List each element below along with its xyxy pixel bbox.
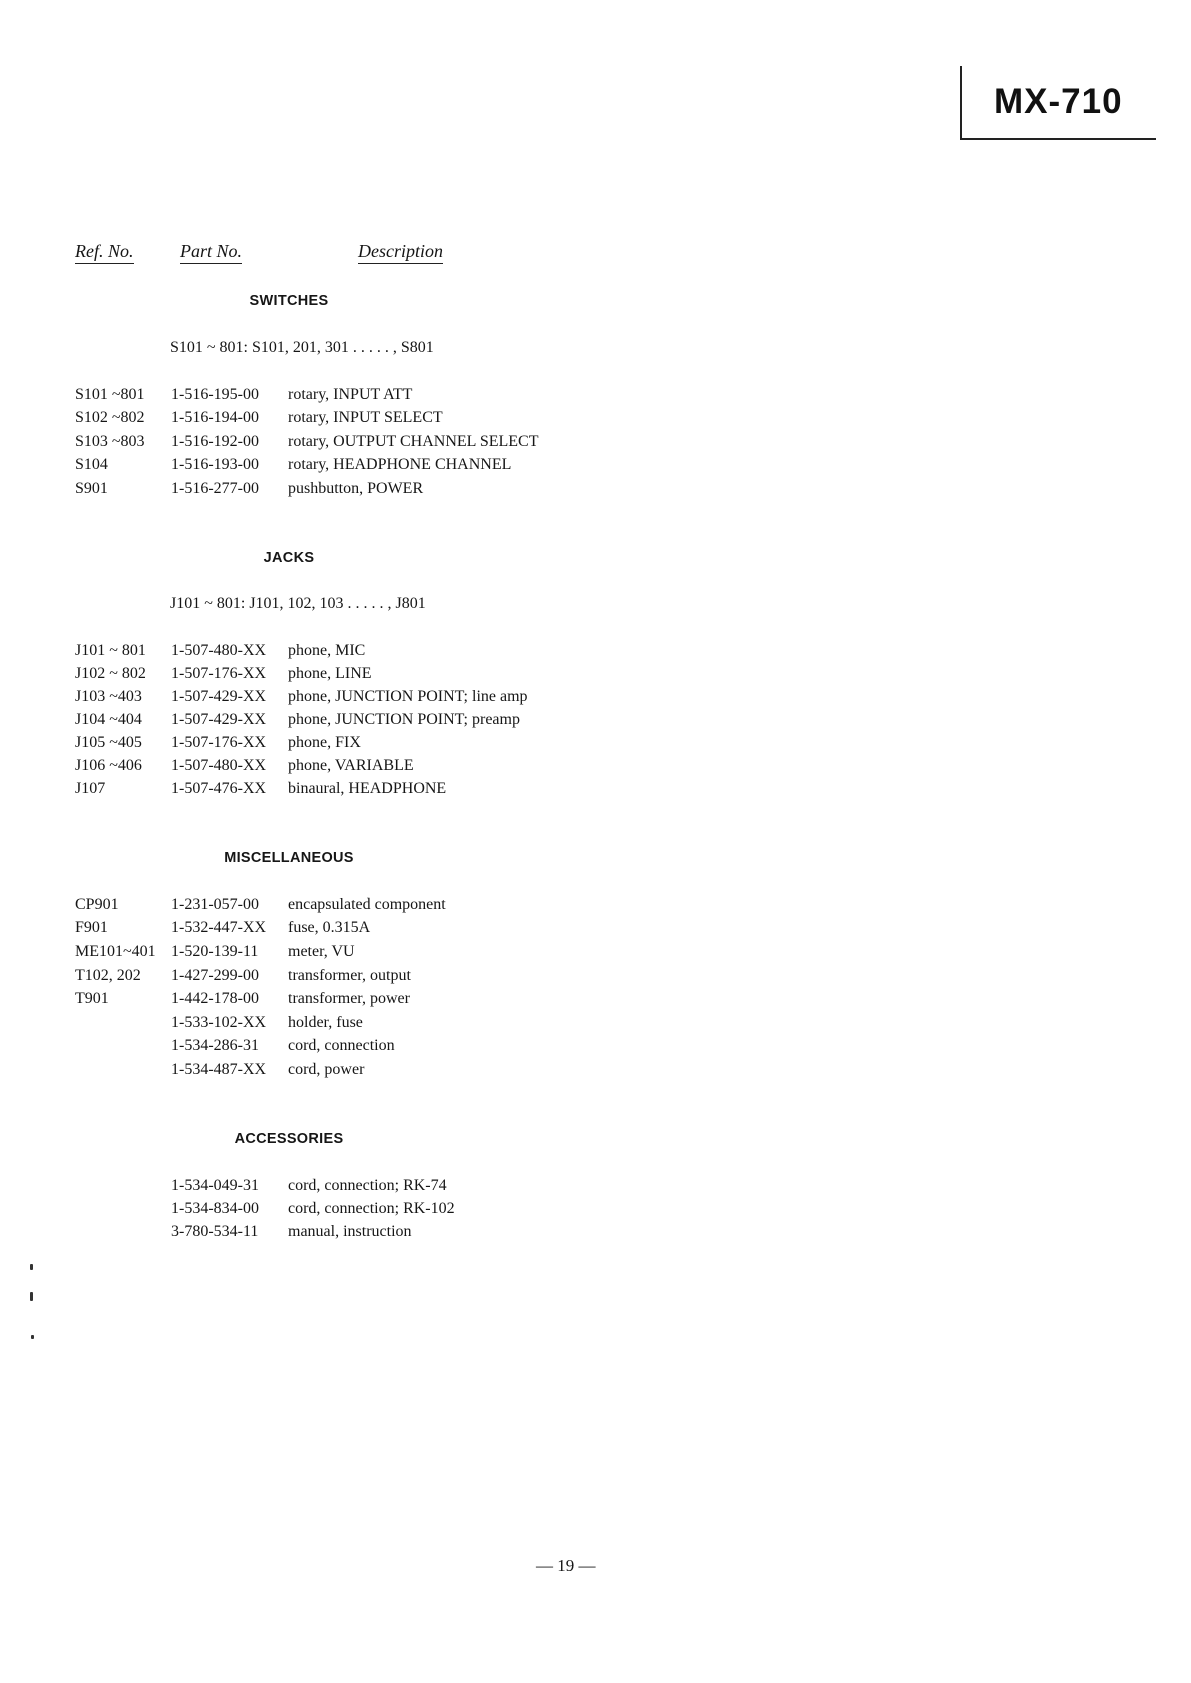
part-no: 1-507-176-XX: [171, 734, 267, 751]
description: phone, JUNCTION POINT; preamp: [288, 711, 520, 728]
part-no: 1-534-834-00: [171, 1200, 259, 1217]
description: cord, power: [288, 1061, 365, 1078]
part-no: 1-427-299-00: [171, 967, 259, 984]
ref-no: ME101~401: [75, 943, 156, 960]
table-row: [0, 712, 700, 735]
table-row: [0, 410, 700, 433]
ref-no: S101 ~801: [75, 386, 145, 403]
description: encapsulated component: [288, 896, 446, 913]
scan-speck: [30, 1292, 33, 1301]
description: fuse, 0.315A: [288, 919, 371, 936]
description: holder, fuse: [288, 1014, 363, 1031]
ref-no: S901: [75, 480, 108, 497]
ref-no: J104 ~404: [75, 711, 142, 728]
ref-no: T102, 202: [75, 967, 141, 984]
column-header-part-no: Part No.: [180, 242, 242, 264]
part-no: 1-507-480-XX: [171, 757, 267, 774]
section-title-jacks: JACKS: [263, 550, 315, 566]
part-no: 3-780-534-11: [171, 1223, 259, 1240]
ref-no: J101 ~ 801: [75, 642, 146, 659]
part-no: 1-507-476-XX: [171, 780, 267, 797]
section-title-miscellaneous: MISCELLANEOUS: [224, 850, 354, 866]
part-no: 1-516-194-00: [171, 409, 259, 426]
table-row: [0, 666, 700, 689]
description: phone, JUNCTION POINT; line amp: [288, 688, 528, 705]
part-no: 1-520-139-11: [171, 943, 259, 960]
description: phone, LINE: [288, 665, 372, 682]
part-no: 1-516-192-00: [171, 433, 259, 450]
column-header-description: Description: [358, 242, 443, 264]
part-no: 1-507-480-XX: [171, 642, 267, 659]
description: cord, connection: [288, 1037, 395, 1054]
table-row: [0, 968, 700, 991]
model-title: MX-710: [994, 82, 1123, 121]
part-no: 1-532-447-XX: [171, 919, 267, 936]
table-row: [0, 1062, 700, 1085]
table-row: [0, 1224, 700, 1247]
ref-no: S102 ~802: [75, 409, 145, 426]
table-row: [0, 944, 700, 967]
table-row: [0, 689, 700, 712]
description: rotary, INPUT SELECT: [288, 409, 443, 426]
table-row: [0, 1038, 700, 1061]
part-no: 1-534-487-XX: [171, 1061, 267, 1078]
description: manual, instruction: [288, 1223, 412, 1240]
ref-no: J106 ~406: [75, 757, 142, 774]
ref-no: J105 ~405: [75, 734, 142, 751]
section-note-jacks: J101 ~ 801: J101, 102, 103 . . . . . , J801: [170, 595, 426, 612]
ref-no: T901: [75, 990, 109, 1007]
page-number: — 19 —: [536, 1556, 596, 1575]
section-note-switches: S101 ~ 801: S101, 201, 301 . . . . . , S801: [170, 339, 434, 356]
description: phone, MIC: [288, 642, 366, 659]
description: rotary, OUTPUT CHANNEL SELECT: [288, 433, 539, 450]
description: pushbutton, POWER: [288, 480, 424, 497]
ref-no: CP901: [75, 896, 119, 913]
table-row: [0, 991, 700, 1014]
table-row: [0, 387, 700, 410]
description: phone, VARIABLE: [288, 757, 414, 774]
part-no: 1-534-286-31: [171, 1037, 259, 1054]
table-row: [0, 897, 700, 920]
scan-speck: [31, 1335, 34, 1339]
table-row: [0, 481, 700, 504]
part-no: 1-516-195-00: [171, 386, 259, 403]
description: rotary, HEADPHONE CHANNEL: [288, 456, 512, 473]
table-row: [0, 1015, 700, 1038]
ref-no: S103 ~803: [75, 433, 145, 450]
table-row: [0, 457, 700, 480]
table-row: [0, 1201, 700, 1224]
part-no: 1-507-429-XX: [171, 711, 267, 728]
table-row: [0, 758, 700, 781]
part-no: 1-516-193-00: [171, 456, 259, 473]
description: meter, VU: [288, 943, 355, 960]
part-no: 1-534-049-31: [171, 1177, 259, 1194]
description: cord, connection; RK-74: [288, 1177, 447, 1194]
ref-no: J107: [75, 780, 106, 797]
part-no: 1-231-057-00: [171, 896, 259, 913]
ref-no: S104: [75, 456, 108, 473]
section-title-accessories: ACCESSORIES: [234, 1131, 344, 1147]
ref-no: J102 ~ 802: [75, 665, 146, 682]
part-no: 1-516-277-00: [171, 480, 259, 497]
description: rotary, INPUT ATT: [288, 386, 413, 403]
description: transformer, output: [288, 967, 411, 984]
column-header-ref-no: Ref. No.: [75, 242, 134, 264]
part-no: 1-442-178-00: [171, 990, 259, 1007]
table-row: [0, 735, 700, 758]
description: phone, FIX: [288, 734, 361, 751]
description: binaural, HEADPHONE: [288, 780, 447, 797]
table-row: [0, 781, 700, 804]
ref-no: J103 ~403: [75, 688, 142, 705]
description: cord, connection; RK-102: [288, 1200, 455, 1217]
part-no: 1-507-176-XX: [171, 665, 267, 682]
table-row: [0, 1178, 700, 1201]
description: transformer, power: [288, 990, 410, 1007]
table-row: [0, 434, 700, 457]
part-no: 1-507-429-XX: [171, 688, 267, 705]
table-row: [0, 643, 700, 666]
table-row: [0, 920, 700, 943]
section-title-switches: SWITCHES: [249, 293, 329, 309]
ref-no: F901: [75, 919, 108, 936]
part-no: 1-533-102-XX: [171, 1014, 267, 1031]
scan-speck: [30, 1264, 33, 1270]
